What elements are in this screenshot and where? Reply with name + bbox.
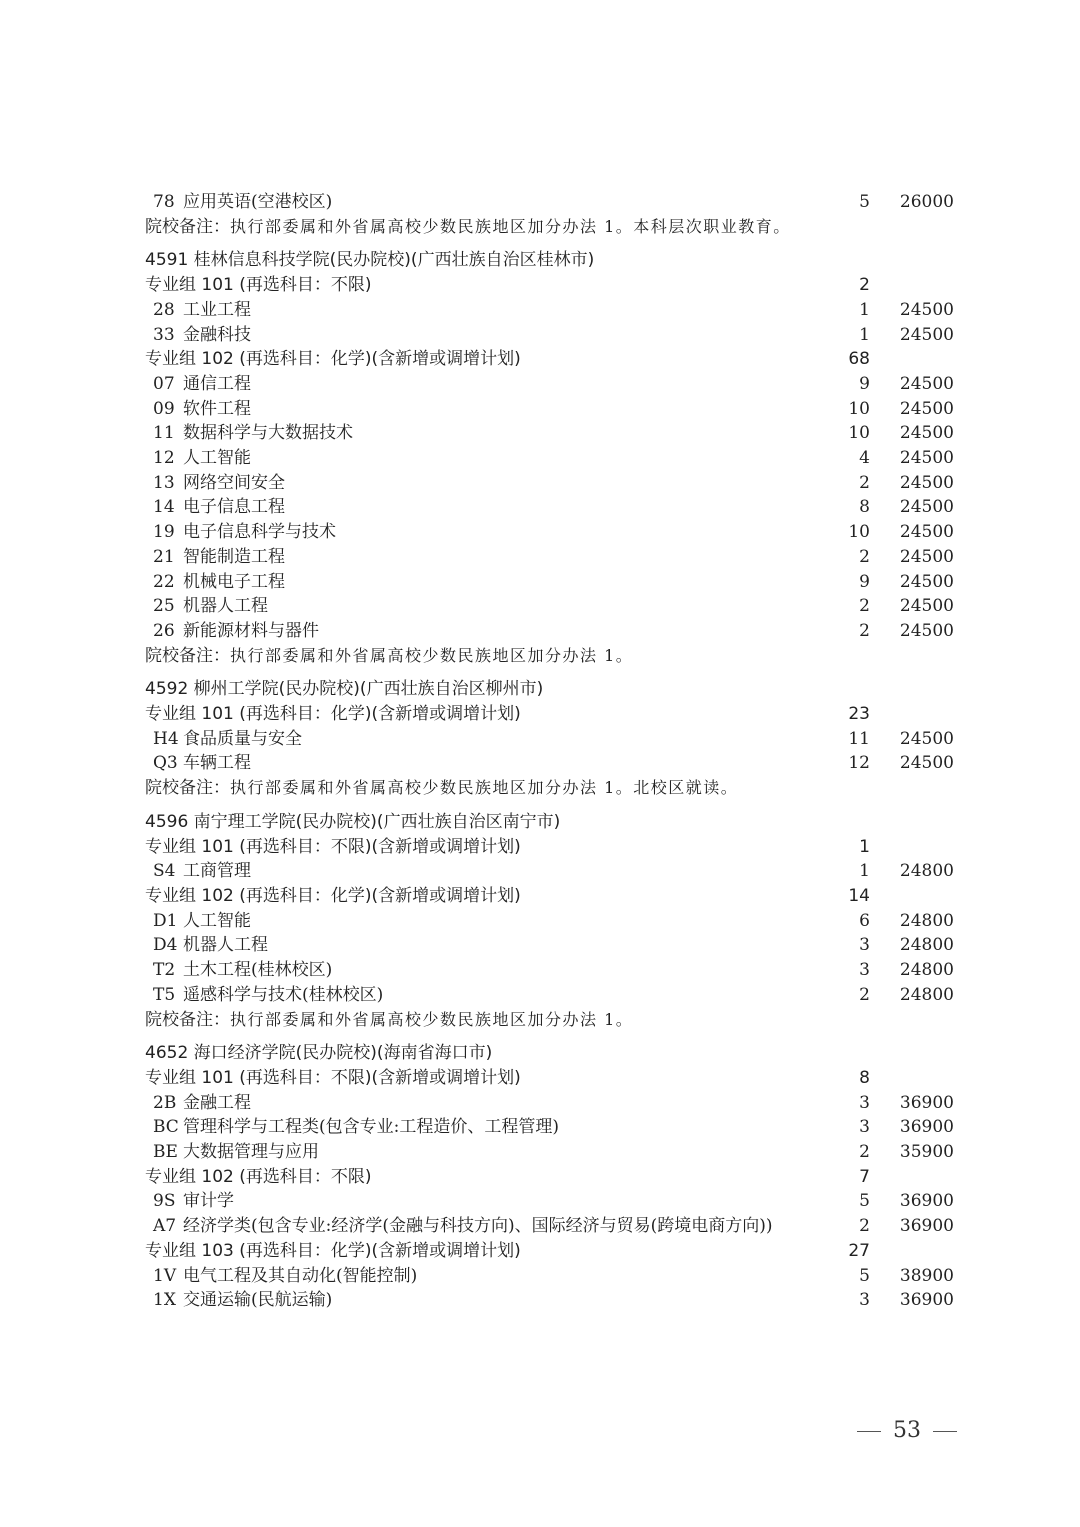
plan-count: 1 bbox=[859, 324, 870, 345]
major-name: 智能制造工程 bbox=[183, 546, 285, 567]
plan-count: 10 bbox=[848, 398, 870, 419]
plan-count: 2 bbox=[859, 1216, 870, 1237]
remark-text: 执行部委属和外省属高校少数民族地区加分办法 1。本科层次职业教育。 bbox=[230, 216, 791, 236]
remark-row bbox=[145, 1008, 960, 1033]
major-name: 机器人工程 bbox=[183, 935, 268, 956]
school-title: 4596 南宁理工学院(民办院校)(广西壮族自治区南宁市) bbox=[145, 811, 561, 832]
plan-count: 11 bbox=[848, 728, 870, 749]
group-row bbox=[145, 835, 960, 860]
major-row bbox=[145, 727, 960, 752]
major-row bbox=[145, 471, 960, 496]
major-code: T2 bbox=[153, 960, 176, 981]
school-row bbox=[145, 1041, 960, 1066]
major-row bbox=[145, 958, 960, 983]
plan-count: 2 bbox=[859, 596, 870, 617]
group-plan-count: 8 bbox=[859, 1067, 870, 1088]
school-row bbox=[145, 248, 960, 273]
page-number-dash-left bbox=[857, 1431, 881, 1432]
major-row bbox=[145, 1214, 960, 1239]
major-name: 电子信息工程 bbox=[183, 497, 285, 518]
remark-text: 执行部委属和外省属高校少数民族地区加分办法 1。 bbox=[230, 645, 634, 665]
plan-count: 3 bbox=[859, 1092, 870, 1113]
major-code: 19 bbox=[153, 522, 175, 543]
school-title: 4591 桂林信息科技学院(民办院校)(广西壮族自治区桂林市) bbox=[145, 250, 595, 271]
major-name: 工商管理 bbox=[183, 861, 251, 882]
major-name: 土木工程(桂林校区) bbox=[183, 960, 333, 981]
tuition-fee: 24500 bbox=[899, 497, 954, 518]
major-row bbox=[145, 1264, 960, 1289]
school-title: 4592 柳州工学院(民办院校)(广西壮族自治区柳州市) bbox=[145, 679, 544, 700]
major-row bbox=[145, 421, 960, 446]
plan-count: 5 bbox=[859, 1191, 870, 1212]
major-code: 1X bbox=[153, 1290, 176, 1311]
plan-count: 3 bbox=[859, 1117, 870, 1138]
major-code: 09 bbox=[153, 398, 175, 419]
major-name: 新能源材料与器件 bbox=[183, 620, 319, 641]
major-name: 食品质量与安全 bbox=[183, 728, 302, 749]
major-row bbox=[145, 545, 960, 570]
major-name: 机械电子工程 bbox=[183, 571, 285, 592]
major-row bbox=[145, 1288, 960, 1313]
plan-count: 5 bbox=[859, 192, 870, 212]
major-row bbox=[145, 859, 960, 884]
major-name: 人工智能 bbox=[183, 910, 251, 931]
plan-count: 2 bbox=[859, 984, 870, 1005]
remark-row bbox=[145, 776, 960, 801]
major-code: 12 bbox=[153, 448, 175, 469]
group-row bbox=[145, 347, 960, 372]
group-row bbox=[145, 1239, 960, 1264]
tuition-fee: 36900 bbox=[899, 1290, 954, 1311]
major-name: 管理科学与工程类(包含专业:工程造价、工程管理) bbox=[183, 1117, 559, 1138]
remark-row bbox=[145, 644, 960, 669]
tuition-fee: 24500 bbox=[899, 324, 954, 345]
group-plan-count: 2 bbox=[859, 275, 870, 296]
plan-count: 9 bbox=[859, 373, 870, 394]
plan-count: 4 bbox=[859, 448, 870, 469]
major-code: 07 bbox=[153, 373, 175, 394]
tuition-fee: 24500 bbox=[899, 596, 954, 617]
group-row bbox=[145, 1066, 960, 1091]
remark-label: 院校备注： bbox=[145, 216, 230, 237]
major-name: 大数据管理与应用 bbox=[183, 1142, 319, 1163]
tuition-fee: 24800 bbox=[899, 861, 954, 882]
group-plan-count: 27 bbox=[848, 1240, 870, 1261]
major-name: 遥感科学与技术(桂林校区) bbox=[183, 984, 384, 1005]
plan-count: 6 bbox=[859, 910, 870, 931]
major-name: 网络空间安全 bbox=[183, 472, 285, 493]
group-plan-count: 68 bbox=[848, 349, 870, 370]
plan-count: 3 bbox=[859, 960, 870, 981]
group-title: 专业组 103 (再选科目：化学)(含新增或调增计划) bbox=[145, 1240, 521, 1261]
group-plan-count: 23 bbox=[848, 704, 870, 725]
major-row bbox=[145, 983, 960, 1008]
tuition-fee: 24500 bbox=[899, 448, 954, 469]
major-row bbox=[145, 298, 960, 323]
major-row bbox=[145, 520, 960, 545]
group-row bbox=[145, 702, 960, 727]
major-code: Q3 bbox=[153, 753, 178, 774]
major-name: 经济学类(包含专业:经济学(金融与科技方向)、国际经济与贸易(跨境电商方向)) bbox=[183, 1216, 773, 1237]
plan-count: 10 bbox=[848, 522, 870, 543]
tuition-fee: 24500 bbox=[899, 398, 954, 419]
group-title: 专业组 101 (再选科目：不限)(含新增或调增计划) bbox=[145, 1067, 521, 1088]
group-plan-count: 14 bbox=[848, 885, 870, 906]
tuition-fee: 24500 bbox=[899, 546, 954, 567]
major-row bbox=[145, 1091, 960, 1116]
major-code: 11 bbox=[153, 423, 175, 444]
major-code: 28 bbox=[153, 299, 175, 320]
tuition-fee: 26000 bbox=[899, 192, 954, 212]
major-code: A7 bbox=[153, 1216, 177, 1237]
major-name: 机器人工程 bbox=[183, 596, 268, 617]
group-row bbox=[145, 273, 960, 298]
remark-text: 执行部委属和外省属高校少数民族地区加分办法 1。 bbox=[230, 1009, 634, 1029]
tuition-fee: 35900 bbox=[899, 1142, 954, 1163]
school-row bbox=[145, 677, 960, 702]
major-name: 审计学 bbox=[183, 1191, 234, 1212]
remark-row bbox=[145, 215, 960, 240]
group-title: 专业组 102 (再选科目：化学)(含新增或调增计划) bbox=[145, 349, 521, 370]
group-row bbox=[145, 884, 960, 909]
tuition-fee: 24500 bbox=[899, 423, 954, 444]
major-row bbox=[145, 909, 960, 934]
major-name: 金融工程 bbox=[183, 1092, 251, 1113]
major-row bbox=[145, 1115, 960, 1140]
remark-label: 院校备注： bbox=[145, 1009, 230, 1030]
tuition-fee: 24500 bbox=[899, 373, 954, 394]
major-name: 电子信息科学与技术 bbox=[183, 522, 336, 543]
major-name: 电气工程及其自动化(智能控制) bbox=[183, 1265, 418, 1286]
major-code: H4 bbox=[153, 728, 179, 749]
major-code: 14 bbox=[153, 497, 175, 518]
tuition-fee: 36900 bbox=[899, 1117, 954, 1138]
tuition-fee: 24500 bbox=[899, 571, 954, 592]
plan-count: 12 bbox=[848, 753, 870, 774]
major-row bbox=[145, 1140, 960, 1165]
tuition-fee: 24500 bbox=[899, 753, 954, 774]
plan-count: 1 bbox=[859, 299, 870, 320]
major-row bbox=[145, 570, 960, 595]
major-name: 车辆工程 bbox=[183, 753, 251, 774]
major-code: BE bbox=[153, 1142, 178, 1163]
group-title: 专业组 102 (再选科目：化学)(含新增或调增计划) bbox=[145, 885, 521, 906]
page-number-value: 53 bbox=[893, 1418, 921, 1443]
tuition-fee: 24800 bbox=[899, 935, 954, 956]
major-name: 数据科学与大数据技术 bbox=[183, 423, 353, 444]
plan-count: 9 bbox=[859, 571, 870, 592]
major-code: D1 bbox=[153, 910, 178, 931]
tuition-fee: 24800 bbox=[899, 910, 954, 931]
remark-label: 院校备注： bbox=[145, 778, 230, 799]
plan-count: 2 bbox=[859, 620, 870, 641]
major-row bbox=[145, 751, 960, 776]
group-plan-count: 1 bbox=[859, 836, 870, 857]
group-row bbox=[145, 1165, 960, 1190]
plan-count: 5 bbox=[859, 1265, 870, 1286]
major-name: 软件工程 bbox=[183, 398, 251, 419]
major-name: 人工智能 bbox=[183, 448, 251, 469]
tuition-fee: 24800 bbox=[899, 960, 954, 981]
admission-plan-list bbox=[145, 190, 960, 1313]
plan-count: 10 bbox=[848, 423, 870, 444]
major-code: D4 bbox=[153, 935, 178, 956]
plan-count: 3 bbox=[859, 935, 870, 956]
major-code: 9S bbox=[153, 1191, 176, 1212]
major-row bbox=[145, 323, 960, 348]
major-code: 25 bbox=[153, 596, 175, 617]
major-code: S4 bbox=[153, 861, 176, 882]
major-row bbox=[145, 594, 960, 619]
tuition-fee: 36900 bbox=[899, 1191, 954, 1212]
major-row bbox=[145, 619, 960, 644]
plan-count: 2 bbox=[859, 546, 870, 567]
major-code: 22 bbox=[153, 571, 175, 592]
group-title: 专业组 101 (再选科目：化学)(含新增或调增计划) bbox=[145, 704, 521, 725]
plan-count: 3 bbox=[859, 1290, 870, 1311]
tuition-fee: 24500 bbox=[899, 728, 954, 749]
tuition-fee: 24800 bbox=[899, 984, 954, 1005]
major-name: 通信工程 bbox=[183, 373, 251, 394]
major-row bbox=[145, 446, 960, 471]
tuition-fee: 38900 bbox=[899, 1265, 954, 1286]
major-name: 交通运输(民航运输) bbox=[183, 1290, 333, 1311]
plan-count: 2 bbox=[859, 1142, 870, 1163]
major-name: 金融科技 bbox=[183, 324, 251, 345]
page-number bbox=[845, 1418, 969, 1443]
plan-count: 8 bbox=[859, 497, 870, 518]
major-code: T5 bbox=[153, 984, 176, 1005]
group-title: 专业组 102 (再选科目：不限) bbox=[145, 1166, 372, 1187]
major-code: 21 bbox=[153, 546, 175, 567]
plan-count: 1 bbox=[859, 861, 870, 882]
major-row bbox=[145, 933, 960, 958]
tuition-fee: 24500 bbox=[899, 299, 954, 320]
remark-text: 执行部委属和外省属高校少数民族地区加分办法 1。北校区就读。 bbox=[230, 778, 739, 798]
group-title: 专业组 101 (再选科目：不限) bbox=[145, 275, 372, 296]
school-row bbox=[145, 810, 960, 835]
major-code: 33 bbox=[153, 324, 175, 345]
major-name: 应用英语(空港校区) bbox=[183, 192, 333, 212]
plan-count: 2 bbox=[859, 472, 870, 493]
school-title: 4652 海口经济学院(民办院校)(海南省海口市) bbox=[145, 1043, 493, 1064]
major-row bbox=[145, 190, 960, 215]
tuition-fee: 24500 bbox=[899, 620, 954, 641]
tuition-fee: 24500 bbox=[899, 472, 954, 493]
major-code: BC bbox=[153, 1117, 179, 1138]
major-code: 2B bbox=[153, 1092, 177, 1113]
major-name: 工业工程 bbox=[183, 299, 251, 320]
major-row bbox=[145, 1189, 960, 1214]
major-row bbox=[145, 495, 960, 520]
major-code: 26 bbox=[153, 620, 175, 641]
major-code: 1V bbox=[153, 1265, 177, 1286]
group-title: 专业组 101 (再选科目：不限)(含新增或调增计划) bbox=[145, 836, 521, 857]
major-code: 78 bbox=[153, 192, 175, 212]
tuition-fee: 36900 bbox=[899, 1092, 954, 1113]
major-row bbox=[145, 372, 960, 397]
major-code: 13 bbox=[153, 472, 175, 493]
remark-label: 院校备注： bbox=[145, 645, 230, 666]
group-plan-count: 7 bbox=[859, 1166, 870, 1187]
tuition-fee: 24500 bbox=[899, 522, 954, 543]
tuition-fee: 36900 bbox=[899, 1216, 954, 1237]
page-number-dash-right bbox=[933, 1431, 957, 1432]
major-row bbox=[145, 397, 960, 422]
